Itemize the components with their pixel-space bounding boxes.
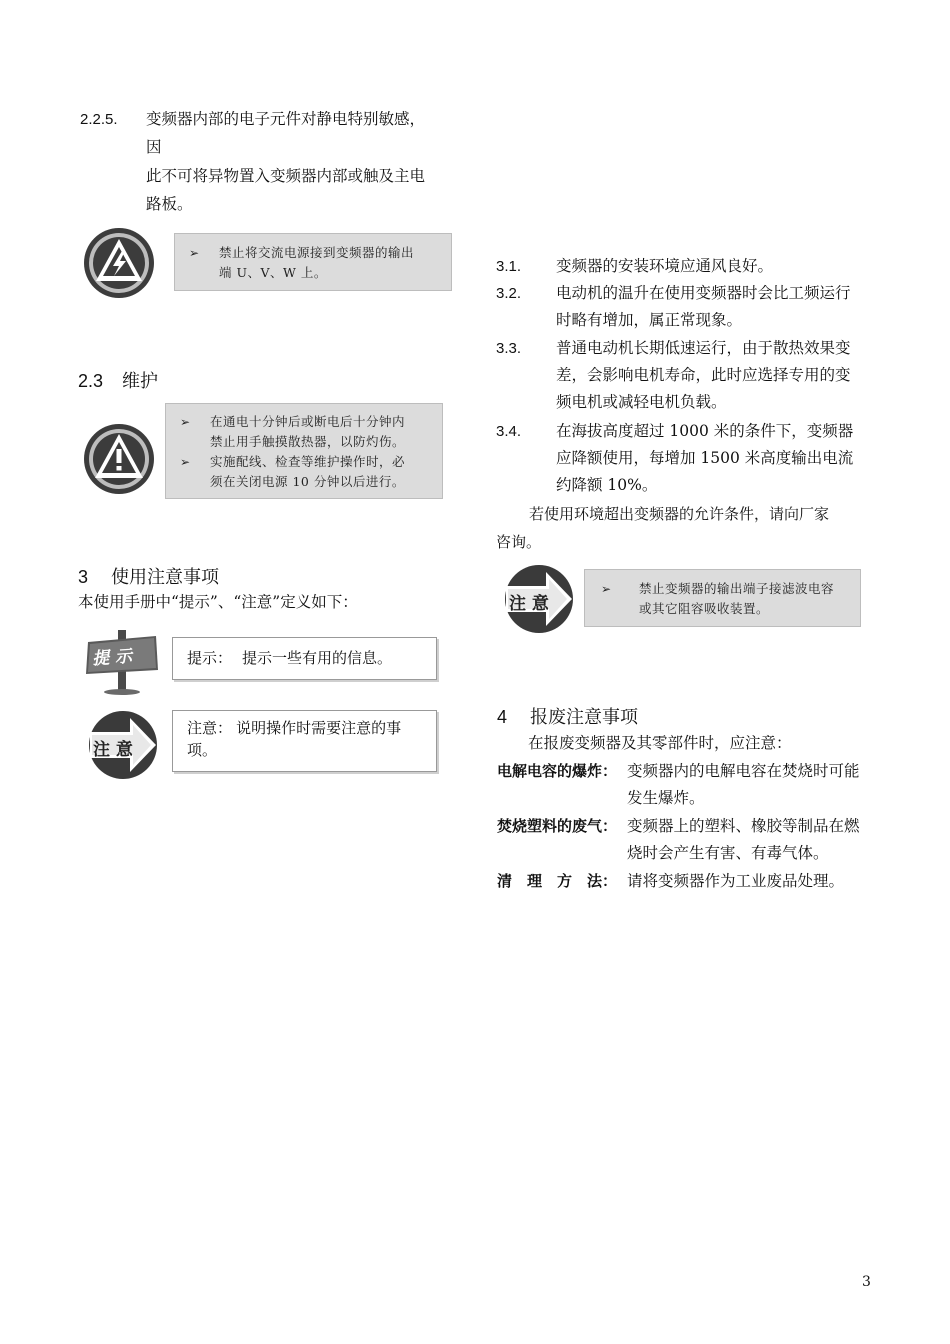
section-title: 报废注意事项 [530, 707, 639, 727]
section-4-intro: 在报废变频器及其零部件时，应注意： [528, 734, 792, 752]
warning-text: 实施配线、检查等维护操作时，必 [210, 454, 406, 469]
note-icon-text: 注 意 [93, 740, 133, 760]
disposal-label: 清 理 方 法： [497, 873, 618, 890]
text-line: 普通电动机长期低速运行，由于散热效果变 [556, 339, 851, 357]
bullet-arrow-icon: ➢ [180, 455, 191, 469]
shock-warning-box [174, 233, 452, 291]
maintenance-warning-box [165, 403, 443, 499]
text-line: 变频器的安装环境应通风良好。 [556, 257, 774, 275]
item-number: 2.2.5. [80, 111, 118, 128]
bullet-arrow-icon: ➢ [601, 582, 612, 596]
text-line: 变频器内的电解电容在焚烧时可能 [627, 762, 860, 780]
text-line: 频电机或减轻电机负载。 [556, 393, 727, 411]
text-line: 在海拔高度超过 1000 米的条件下，变频器 [556, 422, 854, 440]
text-line: 此不可将异物置入变频器内部或触及主电 [146, 167, 426, 185]
text-line: 咨询。 [496, 534, 542, 551]
exclamation-warning-icon [82, 422, 156, 496]
text-line: 若使用环境超出变频器的允许条件，请向厂家 [529, 506, 830, 523]
consult-manufacturer-note [496, 501, 876, 557]
text-line: 因 [146, 138, 162, 156]
section-number: 3 [78, 567, 89, 587]
section-2-3-heading [78, 367, 158, 393]
note-text: 注意： 说明操作时需要注意的事 [187, 720, 402, 737]
tip-definition-box [172, 637, 437, 680]
section-number: 4 [497, 707, 508, 727]
note-icon-text: 注 意 [509, 594, 549, 614]
tip-sign-text: 提 示 [91, 646, 133, 670]
disposal-list [497, 758, 887, 898]
item-number: 3.3. [496, 340, 522, 357]
item-number: 3.1. [496, 258, 522, 275]
warning-text: 端 U、V、W 上。 [219, 265, 327, 280]
text-line: 烧时会产生有害、有毒气体。 [627, 844, 829, 862]
text-line: 差，会影响电机寿命，此时应选择专用的变 [556, 366, 851, 384]
section-3-intro: 本使用手册中“提示”、“注意”定义如下： [78, 593, 358, 611]
note-definition-box [172, 710, 437, 772]
text-line: 电动机的温升在使用变频器时会比工频运行 [556, 284, 851, 302]
warning-text: 禁止用手触摸散热器，以防灼伤。 [210, 434, 406, 449]
note-text: 或其它阻容吸收装置。 [639, 601, 770, 616]
bullet-arrow-icon: ➢ [180, 415, 191, 429]
disposal-label: 电解电容的爆炸： [497, 763, 618, 780]
section-2-2-5 [80, 106, 460, 218]
text-line: 变频器上的塑料、橡胶等制品在燃 [627, 817, 860, 835]
section-title: 使用注意事项 [111, 567, 220, 587]
electric-shock-warning-icon [82, 226, 156, 300]
section-3-heading [78, 563, 219, 589]
page-number: 3 [862, 1274, 871, 1290]
warning-text: 禁止将交流电源接到变频器的输出 [219, 245, 415, 260]
text-line: 发生爆炸。 [627, 789, 705, 807]
usage-notes-list [496, 253, 886, 503]
section-4-heading [497, 703, 638, 729]
text-line: 请将变频器作为工业废品处理。 [627, 872, 845, 890]
text-line: 路板。 [146, 195, 193, 213]
text-line: 应降额使用，每增加 1500 米高度输出电流 [556, 449, 854, 467]
section-title: 维护 [122, 371, 159, 391]
tip-label: 提示： [187, 650, 233, 667]
disposal-label: 焚烧塑料的废气： [497, 818, 618, 835]
item-number: 3.4. [496, 423, 522, 440]
text-line: 时略有增加，属正常现象。 [556, 311, 743, 329]
note-text: 项。 [187, 742, 218, 759]
output-terminal-note-box [584, 569, 861, 627]
item-number: 3.2. [496, 285, 522, 302]
tip-text: 提示一些有用的信息。 [242, 650, 393, 667]
bullet-arrow-icon: ➢ [189, 246, 200, 260]
warning-text: 在通电十分钟后或断电后十分钟内 [210, 414, 406, 429]
text-line: 变频器内部的电子元件对静电特别敏感， [146, 110, 426, 128]
note-text: 禁止变频器的输出端子接滤波电容 [639, 581, 835, 596]
warning-text: 须在关闭电源 10 分钟以后进行。 [210, 474, 405, 489]
text-line: 约降额 10%。 [556, 476, 658, 494]
section-number: 2.3 [78, 371, 104, 391]
